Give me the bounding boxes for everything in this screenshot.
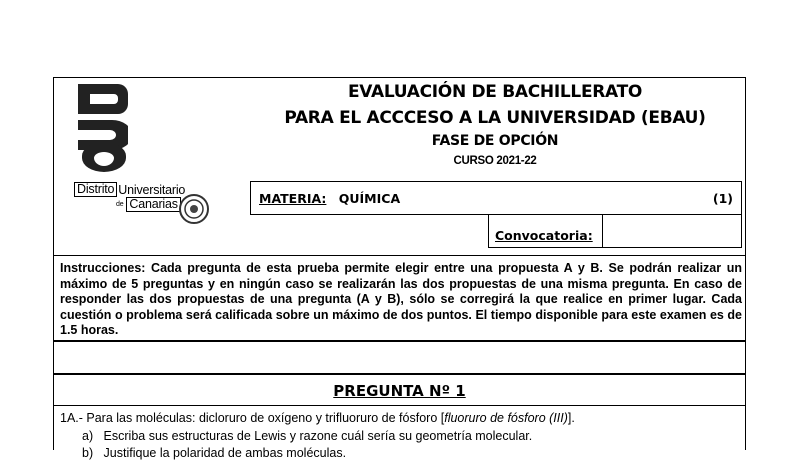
materia-code: (1) xyxy=(712,190,733,206)
part-a-marker: a) xyxy=(82,429,94,443)
convocatoria-label: Convocatoria: xyxy=(489,215,603,247)
seal-icon xyxy=(178,193,210,225)
question-intro-italic: fluoruro de fósforo (III) xyxy=(444,411,568,425)
question-heading xyxy=(53,382,746,400)
exam-subtitle: PARA EL ACCCESO A LA UNIVERSIDAD (EBAU) xyxy=(284,108,706,128)
exam-phase: FASE DE OPCIÓN xyxy=(431,133,559,149)
logo-word-canarias: Canarias xyxy=(126,197,180,212)
question-intro xyxy=(60,411,575,425)
logo-word-de: de xyxy=(116,200,124,208)
materia-label: MATERIA: xyxy=(259,190,327,206)
logo-wordmark xyxy=(74,182,185,212)
question-intro-end: ]. xyxy=(567,411,575,425)
question-part-a xyxy=(82,429,532,443)
part-b-text: Justifique la polaridad de ambas moléculas. xyxy=(103,446,347,460)
divider-instructions xyxy=(53,340,746,342)
divider-heading xyxy=(53,405,746,406)
duc-logo-mark xyxy=(72,82,128,186)
divider-top xyxy=(53,255,746,256)
materia-box xyxy=(250,181,742,215)
materia-value: QUÍMICA xyxy=(338,190,401,206)
exam-course: CURSO 2021-22 xyxy=(453,155,537,167)
instructions-text: Instrucciones: Cada pregunta de esta prueba permite elegir entre una propuesta A y B. Se podrán realizar un máximo de 5 preguntas y en ningún caso se realizarán las dos propuestas de una misma pregunta. En caso de responder las dos propuestas de una pregunta (A y B), sólo se corregirá la que realice en primer lugar. Cada cuestión o problema será calificada sobre un máximo de dos puntos. El tiempo disponible para este examen es de 1.5 horas. xyxy=(60,261,742,338)
question-part-b xyxy=(82,446,346,460)
logo-word-distrito: Distrito xyxy=(74,182,117,197)
question-intro-text: 1A.- Para las moléculas: dicloruro de oxígeno y trifluoruro de fósforo [ xyxy=(60,411,445,425)
divider-question xyxy=(53,373,746,375)
exam-title: EVALUACIÓN DE BACHILLERATO xyxy=(347,82,643,102)
part-b-marker: b) xyxy=(82,446,94,460)
question-heading-text: PREGUNTA Nº 1 xyxy=(333,382,466,400)
convocatoria-box xyxy=(488,214,742,248)
part-a-text: Escriba sus estructuras de Lewis y razone cuál sería su geometría molecular. xyxy=(103,429,533,443)
logo-word-universitario: Universitario xyxy=(118,182,186,197)
